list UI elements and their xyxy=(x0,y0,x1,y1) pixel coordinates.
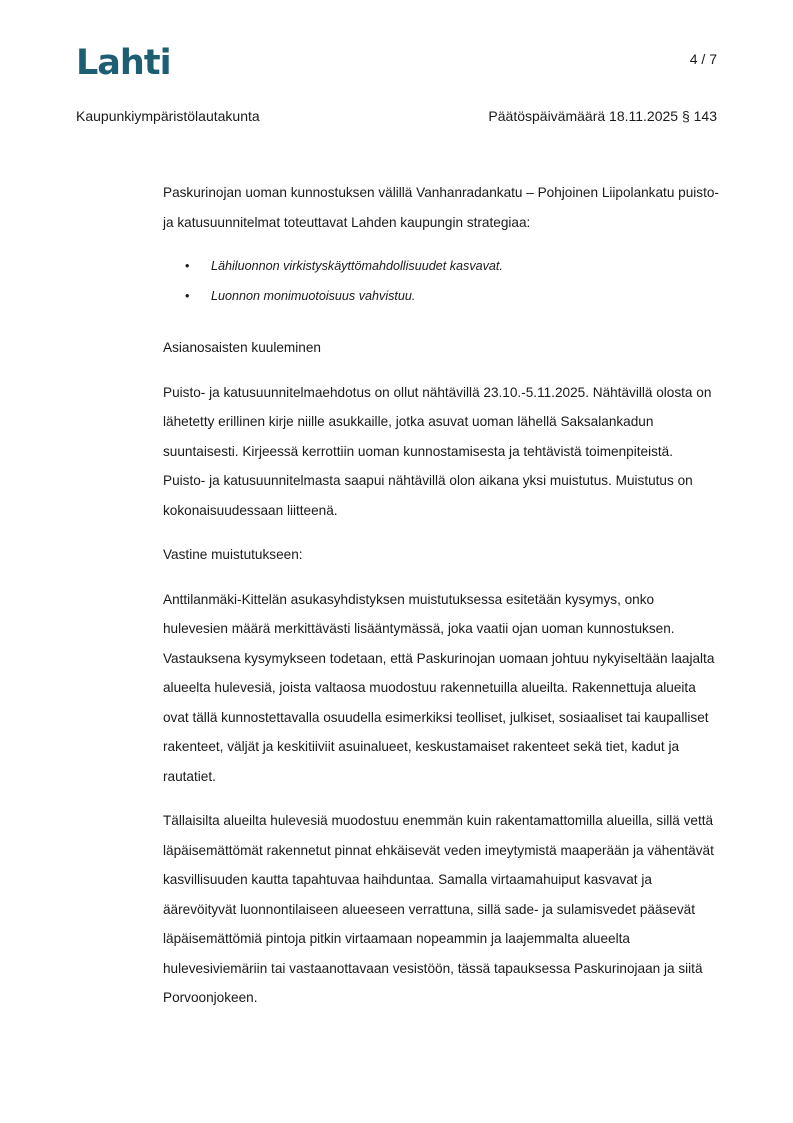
bullet-icon: • xyxy=(185,259,190,273)
decision-date-section: Päätöspäivämäärä 18.11.2025 § 143 xyxy=(488,108,717,124)
document-body xyxy=(163,178,719,1028)
response-paragraph-2: Tällaisilta alueilta hulevesiä muodostuu enemmän kuin rakentamattomilla alueilla, sillä vettä läpäisemättömät rakennetut pinnat ehkäisevät veden imeytymistä maaperään ja vähentävät kasvillisuuden kautta tapahtuvaa haihduntaa. Samalla virtaamahuiput kasvavat ja äärevöityvät luonnontilaiseen alueeseen verrattuna, sillä sade- ja sulamisvedet pääsevät läpäisemättömiä pintoja pitkin virtaamaan nopeammin ja laajemmalta alueelta hulevesiviemäriin tai vastaanottavaan vesistöön, tässä tapauksessa Paskurinojaan ja siitä Porvoonjokeen. xyxy=(163,813,714,1005)
hearing-heading: Asianosaisten kuuleminen xyxy=(163,340,321,355)
bullet-item xyxy=(163,252,719,282)
lahti-logo: Lahti xyxy=(76,43,171,83)
bullet-text: Luonnon monimuotoisuus vahvistuu. xyxy=(211,288,416,303)
response-paragraph-1: Anttilanmäki-Kittelän asukasyhdistyksen muistutuksessa esitetään kysymys, onko hulevesien määrä merkittävästi lisääntymässä, joka vaatii ojan uoman kunnostuksen. Vastauksena kysymykseen todetaan, että Paskurinojan uomaan johtuu nykyiseltään laajalta alueelta hulevesiä, joista valtaosa muodostuu rakennetuilla alueilta. Rakennettuja alueita ovat tällä kunnostettavalla osuudella esimerkiksi teolliset, julkiset, sosiaaliset tai kaupalliset rakenteet, väljät ja keskitiiviit asuinalueet, keskustamaiset rakenteet sekä tiet, kadut ja rautatiet. xyxy=(163,591,715,784)
page-number: 4 / 7 xyxy=(689,51,717,67)
bullet-item xyxy=(163,282,719,312)
intro-paragraph: Paskurinojan uoman kunnostuksen välillä Vanhanradankatu – Pohjoinen Liipolankatu puisto- ja katusuunnitelmat toteuttavat Lahden kaupungin strategiaa: xyxy=(163,185,719,230)
bullet-icon: • xyxy=(185,288,190,303)
strategy-bullet-list xyxy=(163,252,719,311)
board-name: Kaupunkiympäristölautakunta xyxy=(76,108,260,124)
hearing-paragraph: Puisto- ja katusuunnitelmaehdotus on ollut nähtävillä 23.10.-5.11.2025. Nähtävillä olosta on lähetetty erillinen kirje niille asukkaille, jotka asuvat uoman lähellä Saksalankadun suuntaisesti. Kirjeessä kerrottiin uoman kunnostamisesta ja tehtävistä toimenpiteistä. Puisto- ja katusuunnitelmasta saapui nähtävillä olon aikana yksi muistutus. Muistutus on kokonaisuudessaan liitteenä. xyxy=(163,384,712,518)
bullet-text: Lähiluonnon virkistyskäyttömahdollisuudet kasvavat. xyxy=(211,259,503,273)
response-heading: Vastine muistutukseen: xyxy=(163,547,303,562)
